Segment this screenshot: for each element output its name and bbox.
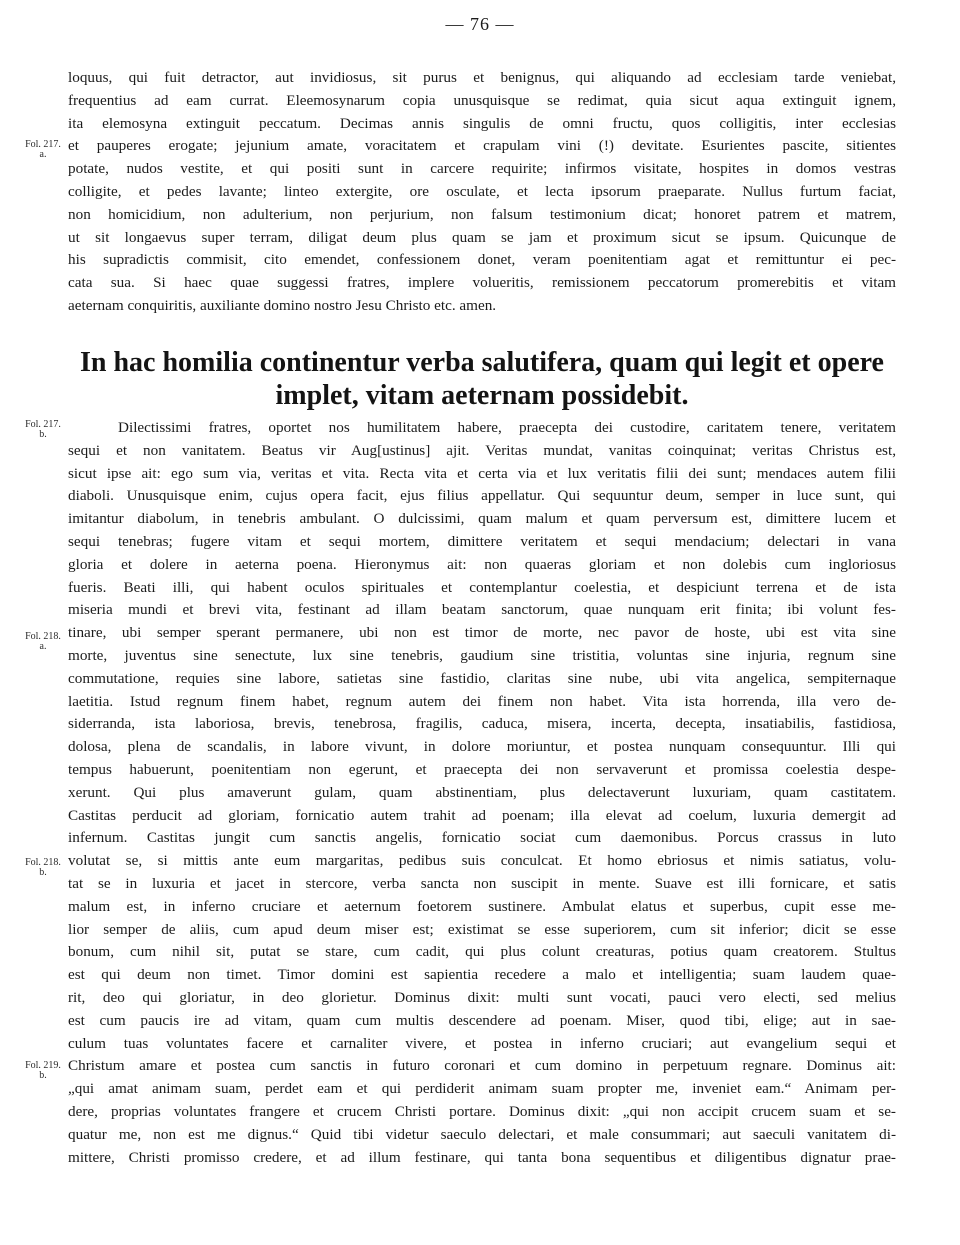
text-line: fueris. Beati illi, qui habent oculos spirituales et contemplantur coelestia, et despiciunt terrena et de ista (68, 578, 896, 596)
text-line: ut sit longaevus super terram, diligat deum plus quam se jam et proximum sicut se ipsum. Quicunque de (68, 228, 896, 246)
text-line: imitantur diabolum, in tenebris ambulant. O dulcissimi, quam malum et quam perversum est, dimittere lucem et (68, 510, 896, 528)
margin-note-side: a. (39, 149, 47, 160)
text-line: his supradictis commisit, cito emendet, confessionem donet, veram poenitentiam agat et remittuntur ei pec- (68, 251, 896, 269)
margin-note-side: b. (39, 1070, 47, 1081)
text-line: sicut ipse ait: ego sum via, veritas et vita. Recta vita et certa via et lux veritatis filii dei sunt; mendaces autem filii (68, 464, 896, 482)
text-line: Dilectissimi fratres, oportet nos humilitatem habere, praecepta dei custodire, caritatem tenere, veritatem (118, 419, 896, 436)
homily-body (68, 417, 896, 1169)
text-line: dolosa, plena de scandalis, in labore vivunt, in dolore moriuntur, et postea nunquam consequuntur. Illi qui (68, 738, 896, 756)
text-line: aeternam conquiritis, auxiliante domino nostro Jesu Christo etc. amen. (68, 296, 497, 314)
margin-note-side: a. (39, 641, 47, 652)
text-line: infernum. Castitas jungit cum sanctis angelis, fornicatio sociat cum daemonibus. Porcus crassus in luto (68, 829, 896, 847)
text-line: sequi et non vanitatem. Beatus vir Aug[ustinus] ajit. Veritas mundat, vanitas coinquinat; veritas Christus est, (68, 441, 896, 459)
text-line: tempus habuerunt, poenitentiam non egerunt, et praecepta dei non servaverunt et promissa coelestia despe- (68, 760, 896, 778)
homily-heading (60, 346, 904, 412)
text-line: potate, nudos vestite, et qui positi sunt in carcere requirite; infirmos visitate, hospites in domos vestras (68, 160, 896, 178)
text-line: malum est, in inferno cruciare et aeternum foetorem sustinere. Ambulat elatus et superbus, cupit esse me- (68, 897, 896, 915)
heading-line: implet, vitam aeternam possidebit. (275, 380, 689, 411)
margin-note-fol-218a (20, 632, 66, 652)
text-line: diaboli. Unusquisque enim, cujus opera facit, ejus filius appellatur. Qui sequuntur deum, semper in luce sunt, qui (68, 487, 896, 505)
margin-note-fol-217a (20, 140, 66, 160)
margin-note-fol-219b (20, 1061, 66, 1081)
text-line: bonum, cum nihil sit, putat se stare, cum cadit, qui plus colunt creaturas, potius quam creatorem. Stultus (68, 943, 896, 961)
text-line: frequentius ad eam currat. Eleemosynarum copia unusquisque se redimat, quia sicut aqua extinguit ignem, (68, 91, 896, 109)
margin-note-folio: Fol. 217. (25, 419, 61, 430)
margin-note-side: b. (39, 429, 47, 440)
text-line: xerunt. Qui plus amaverunt gulam, quam abstinentiam, plus delectaverunt luxuriam, quam castitatem. (68, 783, 896, 801)
text-line: culum tuas voluntates facere et carnaliter vivere, et postea in inferno cruciari; aut evangelium sequi et (68, 1034, 896, 1052)
text-line: est qui deum non timet. Timor domini est sapientia recedere a malo et intelligentia; suam laudem quae- (68, 966, 896, 984)
text-line: Christum amare et postea cum sanctis in futuro coronari et cum domino in perpetuum regnare. Dominus ait: (68, 1057, 896, 1075)
heading-line: In hac homilia continentur verba salutifera, quam qui legit et opere (80, 347, 884, 378)
text-line: colligite, et pedes lavante; linteo extergite, ore osculate, et lecta ipsorum praeparate. Nullus furtum faciat, (68, 182, 896, 200)
text-line: Castitas perducit ad gloriam, fornicatio autem trahit ad poenam; illa elevat ad coelum, luxuria demergit ad (68, 806, 896, 824)
paragraph-continuation (68, 67, 896, 318)
text-line: siderranda, ista laboriosa, brevis, tenebrosa, fragilis, caduca, misera, incerta, decepta, insatiabilis, fastidiosa, (68, 715, 896, 733)
margin-note-folio: Fol. 218. (25, 631, 61, 642)
margin-note-fol-217b (20, 420, 66, 440)
margin-note-folio: Fol. 219. (25, 1060, 61, 1071)
text-line: quatur me, non est me dignus.“ Quid tibi videtur saeculo delectari, et male consummari; aut saeculi vanitatem di- (68, 1125, 896, 1143)
text-line: rit, deo qui gloriatur, in deo glorietur. Dominus dixit: multi sunt vocati, pauci vero electi, sed melius (68, 988, 896, 1006)
margin-note-side: b. (39, 867, 47, 878)
text-line: cata sua. Si haec quae suggessi fratres, implere volueritis, remissionem peccatorum promerebitis et vitam (68, 274, 896, 292)
text-line: morte, juventus sine senectute, lux sine tenebris, gaudium sine tristitia, voluntas sine injuria, regnum sine (68, 646, 896, 664)
text-line: sequi tenebras; fugere vitam et sequi mortem, dimittere veritatem et sequi mendacium; delectari in vana (68, 532, 896, 550)
text-line: ita elemosyna extinguit peccatum. Decimas annis singulis de omni fructu, quos colligitis, inter ecclesias (68, 114, 896, 132)
page-number: — 76 — (445, 14, 515, 34)
text-line: „qui amat animam suam, perdet eam et qui perdiderit animam suam propter me, inveniet eam.“ Animam per- (68, 1080, 896, 1098)
margin-note-folio: Fol. 217. (25, 139, 61, 150)
text-line: tinare, ubi semper sperant permanere, ubi non est timor de morte, nec pavor de hoste, ubi est vita sine (68, 624, 896, 642)
margin-note-folio: Fol. 218. (25, 857, 61, 868)
text-line: mittere, Christi promisso credere, et ad illum festinare, qui tanta bona sequentibus et diligentibus dignatur prae- (68, 1148, 896, 1166)
text-line: lior semper de aliis, cum apud deum miser est; existimat se esse superiorem, cum sit inferior; dicit se esse (68, 920, 896, 938)
text-line: gloria et dolere in aeterna poena. Hieronymus ait: non quaeras gloriam et non dolebis cum ingloriosus (68, 555, 896, 573)
text-line: laetitia. Istud regnum finem habet, regnum autem dei finem non habet. Vita ista horrenda, illa vero de- (68, 692, 896, 710)
text-line: miseria mundi et brevi vita, festinant ad illam beatam sanctorum, quae nunquam erit finita; ibi volunt fes- (68, 601, 896, 619)
margin-note-fol-218b (20, 858, 66, 878)
text-line: tat se in luxuria et jacet in stercore, verba sancta non suscipit in mente. Suave est illi fornicare, et satis (68, 874, 896, 892)
text-line: et pauperes erogate; jejunium amate, voracitatem et crapulam vini (!) devitate. Esurientes pascite, sitientes (68, 137, 896, 155)
text-line: volutat se, si mittis ante eum margaritas, pedibus suis conculcat. Et homo ebriosus et nimis satiatus, volu- (68, 852, 896, 870)
text-line: commutatione, requies sine labore, satietas sine fastidio, claritas sine nube, ubi vita angelica, sempiternaque (68, 669, 896, 687)
text-line: loquus, qui fuit detractor, aut invidiosus, sit purus et benignus, qui aliquando ad ecclesiam tarde veniebat, (68, 69, 896, 86)
text-line: est cum paucis ire ad vitam, quam cum multis descendere ad poenam. Miser, quod tibi, elige; aut in sae- (68, 1011, 896, 1029)
text-line: non homicidium, non adulterium, non perjurium, non falsum testimonium dicat; honoret patrem et matrem, (68, 205, 896, 223)
text-line: dere, proprias voluntates frangere et crucem Christi portare. Dominus dixit: „qui non accipit crucem suam et se- (68, 1102, 896, 1120)
